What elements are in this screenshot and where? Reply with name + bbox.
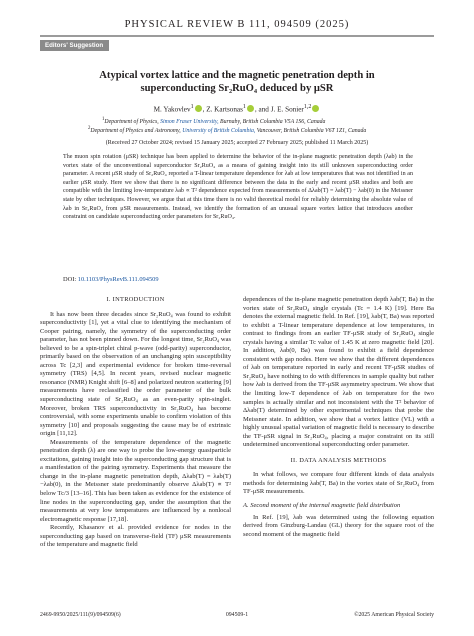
paragraph: Measurements of the temperature dependence of the magnetic penetration depth (λ) are one way to probe the low-energy quasiparticle excitations, gaining insight into the superconducting gap structure that is a manifestation of the pairing symmetry. Experiments that measure the change in the in-plane magnetic penetration depth, Δλab(T) = λab(T)−λab(0), in the Meissner state predominantly observe Δλab(T) ∝ T² below Tc/3 [13–16]. This has been taken as evidence for the existence of line nodes in the superconducting gap, under the assumption that the measurements at very low temperatures are influenced by a nonlocal electromagnetic response [17,18]. (40, 438, 231, 523)
affiliation-2-place: Vancouver, British Columbia V6T 1Z1, Canada (256, 127, 367, 134)
footer-copyright: ©2025 American Physical Society (354, 612, 434, 618)
editors-suggestion-badge[interactable]: Editors' Suggestion (40, 40, 109, 51)
header-rule (40, 35, 434, 37)
article-title (60, 69, 414, 95)
orcid-icon[interactable] (195, 105, 202, 112)
right-column (243, 296, 434, 539)
left-column (40, 296, 231, 550)
author-list: M. Yakovlev$^1$ , Z. Kartsonas$^1$ , and J. E. Sonier$^{1,2}$ (0, 104, 474, 113)
author-1-affil: 1 (190, 104, 194, 110)
author-1[interactable]: M. Yakovlev (153, 105, 191, 114)
affiliation-2-number: 2 (88, 126, 91, 131)
subsection-heading: A. Second moment of the internal magnetic field distribution (243, 502, 401, 510)
affiliation-2-univ[interactable]: University of British Columbia, (182, 127, 256, 134)
affiliation-2-dept: Department of Physics and Astronomy, (90, 127, 181, 134)
paragraph: In Ref. [19], λab was determined using the following equation derived from Ginzburg-Landau (GL) theory for the square root of the second moment of the magnetic field (243, 513, 434, 538)
paragraph: It has now been three decades since Sr₂RuO₄ was found to exhibit superconductivity [1], yet a vital clue to identifying the mechanism of Cooper pairing, namely, the symmetry of the superconducting order parameter, has not been pinned down. For the longest time, Sr₂RuO₄ was believed to be a spin-triplet chiral p-wave (odd-parity) superconductor, primarily based on the observation of an unchanging spin susceptibility across Tc [2,3] and experimental evidence for broken time-reversal symmetry (TRS) [4,5]. In recent years, revised nuclear magnetic resonance (NMR) Knight shift [6–8] and polarized neutron scattering [9] measurements have reclassified the order parameter of the bulk superconducting state of Sr₂RuO₄ as an even-parity spin-singlet. Moreover, broken TRS superconductivity in Sr₂RuO₄ has become controversial, with some experiments unable to confirm violation of this symmetry [10] and proposals suggesting the cause may be of extrinsic origin [11,12]. (40, 310, 231, 438)
footer-issn: 2469-9950/2025/111(9)/094509(6) (40, 612, 121, 618)
affiliation-2 (88, 124, 366, 136)
journal-header: PHYSICAL REVIEW B 111, 094509 (2025) (124, 19, 350, 30)
affiliation-1-number: 1 (102, 117, 105, 122)
title-line-2: superconducting Sr₂RuO₄ deduced by μSR (140, 83, 334, 94)
author-3-affil: 1,2 (303, 104, 312, 110)
author-2[interactable]: Z. Kartsonas (206, 105, 243, 114)
doi-link[interactable]: 10.1103/PhysRevB.111.094509 (77, 276, 159, 283)
orcid-icon[interactable] (312, 105, 319, 112)
doi-line (63, 276, 159, 283)
paragraph: In what follows, we compare four different kinds of data analysis methods for determining λab(T, Ba) in the vortex state of Sr₂RuO₄ from TF-μSR measurements. (243, 471, 434, 496)
section-heading-data-analysis: II. DATA ANALYSIS METHODS (290, 456, 387, 464)
affiliation-1-place: Burnaby, British Columbia V5A 1S6, Canada (220, 118, 326, 125)
orcid-icon[interactable] (247, 105, 254, 112)
paragraph: Recently, Khasanov et al. provided evidence for nodes in the superconducting gap based on transverse-field (TF) μSR measurements of the temperature and magnetic field (40, 524, 231, 549)
section-heading-introduction: I. INTRODUCTION (106, 296, 165, 303)
affiliation-1-univ[interactable]: Simon Fraser University, (160, 118, 219, 125)
footer-page-number: 094509-1 (225, 612, 249, 618)
affiliation-1-dept: Department of Physics, (104, 118, 159, 125)
author-3[interactable]: and J. E. Sonier (258, 105, 304, 114)
doi-label: DOI: (63, 276, 77, 283)
received-dates: (Received 27 October 2024; revised 15 January 2025; accepted 27 February 2025; published 11 March 2025) (105, 140, 369, 146)
title-line-1: Atypical vortex lattice and the magnetic penetration depth in (99, 70, 375, 81)
paragraph: dependences of the in-plane magnetic penetration depth λab(T, Ba) in the vortex state of Sr₂RuO₄ single crystals (Tc = 1.4 K) [19]. Here Ba denotes the external magnetic field. In Ref. [19], λab(T, Ba) was reported to exhibit a T-linear temperature dependence at low temperatures, in contrast to findings from an earlier TF-μSR study of Sr₂RuO₄ single crystals having a similar Tc value of 1.45 K at zero magnetic field [20]. In addition, λab(0, Ba) was found to exhibit a field dependence consistent with gap nodes. Here we show that the different dependences of λab on temperature reported in early and recent TF-μSR studies of Sr₂RuO₄ have nothing to do with differences in sample quality but rather how λab is derived from the TF-μSR asymmetry spectrum. We show that the limiting low-T dependence of λab on temperature for the two samples is actually similar and not inconsistent with the T² behavior of Δλab(T) determined by other experimental techniques that probe the Meissner state. In addition, we show that a vortex lattice (VL) with a highly unusual spatial variation of magnetic field is necessary to describe the TF-μSR signal in Sr₂RuO₄, placing a major constraint on its still undetermined unconventional superconducting order parameter. (243, 296, 434, 449)
author-2-affil: 1 (242, 104, 246, 110)
abstract: The muon spin rotation (μSR) technique has been applied to determine the behavior of the in-plane magnetic penetration depth (λab) in the vortex state of the unconventional superconductor Sr₂RuO₄ as a means of gaining insight into its still unknown superconducting order parameter. A recent μSR study of Sr₂RuO₄ reported a T-linear temperature dependence for λab at low temperatures that was not identified in an earlier μSR study. Here we show that there is no significant difference between the data in the early and recent μSR studies and both are compatible with the limiting low-temperature λab ∝ T² dependence expected from measurements of Δλab(T) = λab(T) − λab(0) in the Meissner state by other techniques. However, we argue that at this time there is no valid theoretical model for reliably determining the absolute value of λab in Sr₂RuO₄ from μSR measurements. Instead, we identify the formation of an unusual square vortex lattice that introduces another constraint on candidate superconducting order parameters for Sr₂RuO₄. (63, 154, 413, 221)
